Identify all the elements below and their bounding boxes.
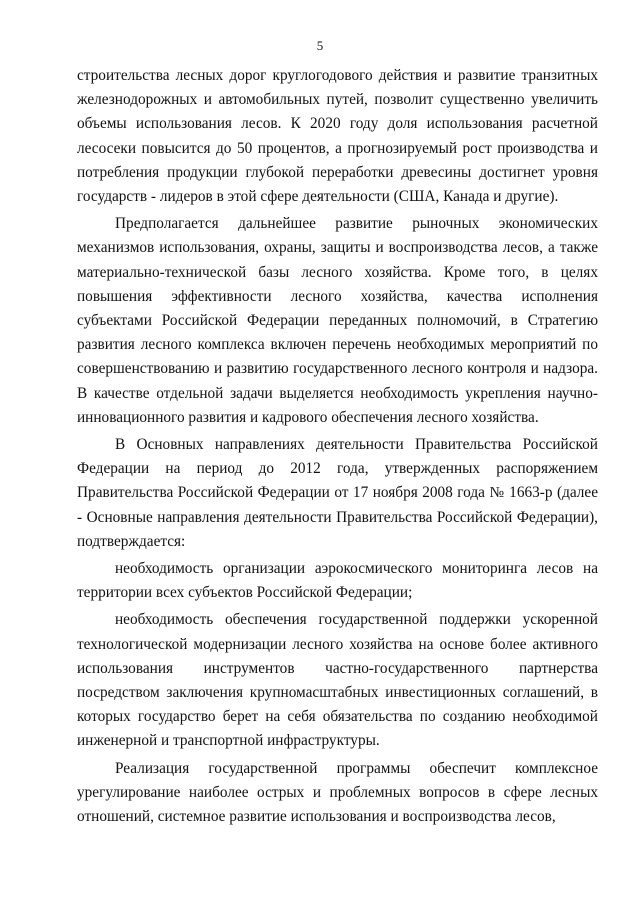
- paragraph-4: необходимость организации аэрокосмического мониторинга лесов на территории всех субъектов Российской Федерации;: [77, 560, 598, 602]
- paragraph-5: необходимость обеспечения государственной поддержки ускоренной технологической модернизации лесного хозяйства на основе более активного использования инструментов частно-государственного партнерства посредством заключения крупномасштабных инвестиционных соглашений, в которых государство берет на себя обязательства по созданию необходимой инженерной и транспортной инфраструктуры.: [77, 611, 598, 750]
- paragraph-1: строительства лесных дорог круглогодового действия и развитие транзитных железнодорожных и автомобильных путей, позволит существенно увеличить объемы использования лесов. К 2020 году доля использования расчетной лесосеки повысится до 50 процентов, а прогнозируемый рост производства и потребления продукции глубокой переработки древесины достигнет уровня государств - лидеров в этой сфере деятельности (США, Канада и другие).: [77, 67, 598, 206]
- paragraph-6: Реализация государственной программы обеспечит комплексное урегулирование наиболее острых и проблемных вопросов в сфере лесных отношений, системное развитие использования и воспроизводства лесов,: [77, 759, 598, 826]
- paragraph-3: В Основных направлениях деятельности Правительства Российской Федерации на период до 2012 года, утвержденных распоряжением Правительства Российской Федерации от 17 ноября 2008 года № 1663-р (далее - Основные направления деятельности Правительства Российской Федерации), подтверждается:: [77, 436, 598, 550]
- body-text: [77, 64, 598, 829]
- paragraph-2: Предполагается дальнейшее развитие рыночных экономических механизмов использования, охраны, защиты и воспроизводства лесов, а также материально-технической базы лесного хозяйства. Кроме того, в целях повышения эффективности лесного хозяйства, качества исполнения субъектами Российской Федерации переданных полномочий, в Стратегию развития лесного комплекса включен перечень необходимых мероприятий по совершенствованию и развитию государственного лесного контроля и надзора. В качестве отдельной задачи выделяется необходимость укрепления научно-инновационного развития и кадрового обеспечения лесного хозяйства.: [77, 215, 598, 426]
- page-number: 5: [316, 38, 324, 53]
